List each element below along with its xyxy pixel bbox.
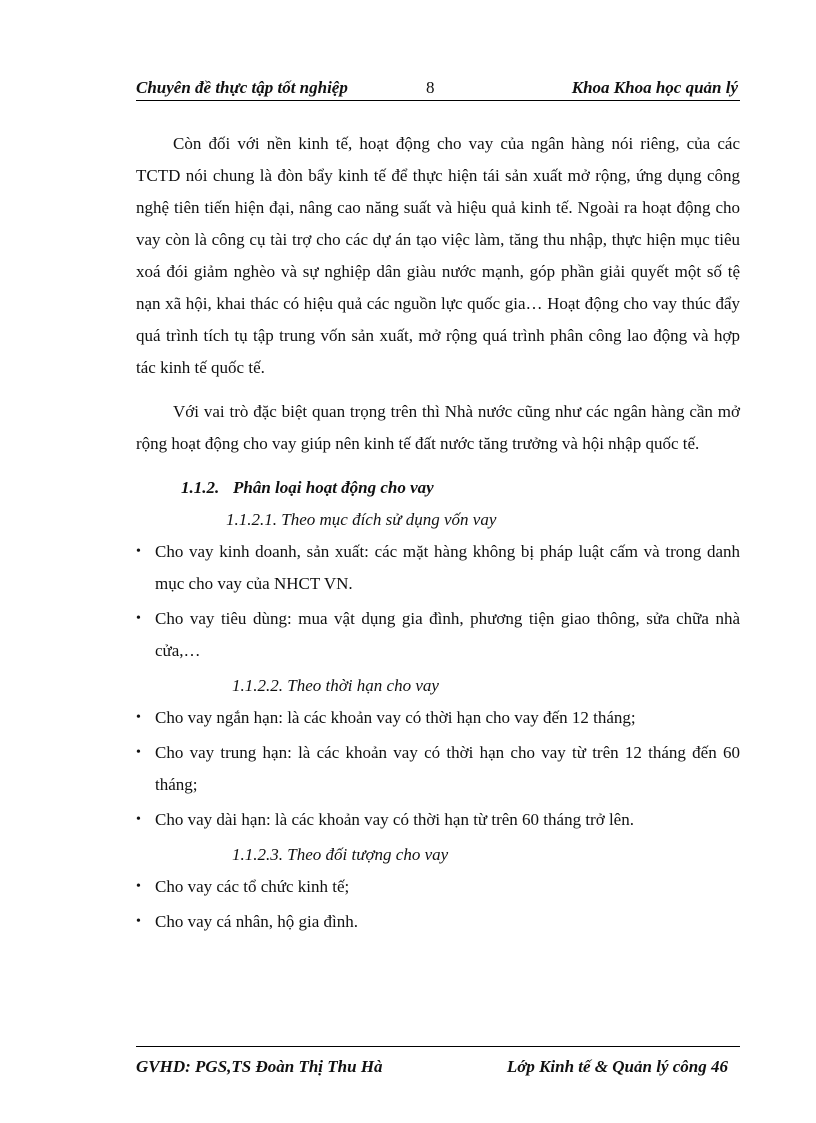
footer-class: Lớp Kinh tế & Quản lý công 46 (506, 1057, 728, 1076)
list-item (136, 737, 740, 801)
list-item-text: Cho vay dài hạn: là các khoản vay có thời hạn từ trên 60 tháng trở lên. (155, 810, 634, 829)
header-department: Khoa Khoa học quản lý (571, 78, 738, 97)
bullet-icon: • (136, 611, 141, 626)
list-item (136, 536, 740, 600)
list-item-text: Cho vay trung hạn: là các khoản vay có thời hạn cho vay từ trên 12 tháng đến 60 tháng; (155, 743, 740, 794)
bullet-list (136, 702, 740, 836)
footer-supervisor: GVHD: PGS,TS Đoàn Thị Thu Hà (136, 1057, 383, 1076)
section-title: Phân loại hoạt động cho vay (233, 478, 434, 497)
subsection-heading: 1.1.2.3. Theo đối tượng cho vay (232, 845, 449, 864)
list-item (136, 603, 740, 667)
list-item (136, 871, 740, 903)
list-item (136, 804, 740, 836)
list-item-text: Cho vay ngắn hạn: là các khoản vay có thời hạn cho vay đến 12 tháng; (155, 708, 636, 727)
section-heading (136, 472, 740, 504)
subsection-heading: 1.1.2.2. Theo thời hạn cho vay (232, 676, 439, 695)
bullet-icon: • (136, 812, 141, 827)
bullet-icon: • (136, 745, 141, 760)
list-item (136, 906, 740, 938)
list-item-text: Cho vay các tổ chức kinh tế; (155, 877, 350, 896)
bullet-icon: • (136, 879, 141, 894)
bullet-icon: • (136, 914, 141, 929)
bullet-list (136, 536, 740, 667)
page-number: 8 (426, 78, 435, 97)
section-number: 1.1.2. (181, 478, 220, 497)
page-footer (136, 1046, 740, 1077)
bullet-list (136, 871, 740, 938)
paragraph: Còn đối với nền kinh tế, hoạt động cho vay của ngân hàng nói riêng, của các TCTD nói chung là đòn bẩy kinh tế để thực hiện tái sản xuất mở rộng, ứng dụng công nghệ tiên tiến hiện đại, nâng cao năng suất và hiệu quả kinh tế. Ngoài ra hoạt động cho vay còn là công cụ tài trợ cho các dự án tạo việc làm, tăng thu nhập, thực hiện mục tiêu xoá đói giảm nghèo và sự nghiệp dân giàu nước mạnh, góp phần giải quyết một số tệ nạn xã hội, khai thác có hiệu quả các nguồn lực quốc gia… Hoạt động cho vay thúc đẩy quá trình tích tụ tập trung vốn sản xuất, mở rộng quá trình phân công lao động và hợp tác kinh tế quốc tế. (136, 134, 740, 377)
list-item-text: Cho vay kinh doanh, sản xuất: các mặt hàng không bị pháp luật cấm và trong danh mục cho vay của NHCT VN. (155, 542, 740, 593)
paragraph: Với vai trò đặc biệt quan trọng trên thì Nhà nước cũng như các ngân hàng cần mở rộng hoạt động cho vay giúp nên kinh tế đất nước tăng trưởng và hội nhập quốc tế. (136, 402, 740, 453)
list-item-text: Cho vay tiêu dùng: mua vật dụng gia đình, phương tiện giao thông, sửa chữa nhà cửa,… (155, 609, 740, 660)
header-title: Chuyên đề thực tập tốt nghiệp (136, 78, 348, 97)
bullet-icon: • (136, 544, 141, 559)
subsection-heading: 1.1.2.1. Theo mục đích sử dụng vốn vay (226, 510, 497, 529)
bullet-icon: • (136, 710, 141, 725)
list-item (136, 702, 740, 734)
page-body (136, 128, 740, 941)
list-item-text: Cho vay cá nhân, hộ gia đình. (155, 912, 359, 931)
page-header (136, 76, 740, 101)
